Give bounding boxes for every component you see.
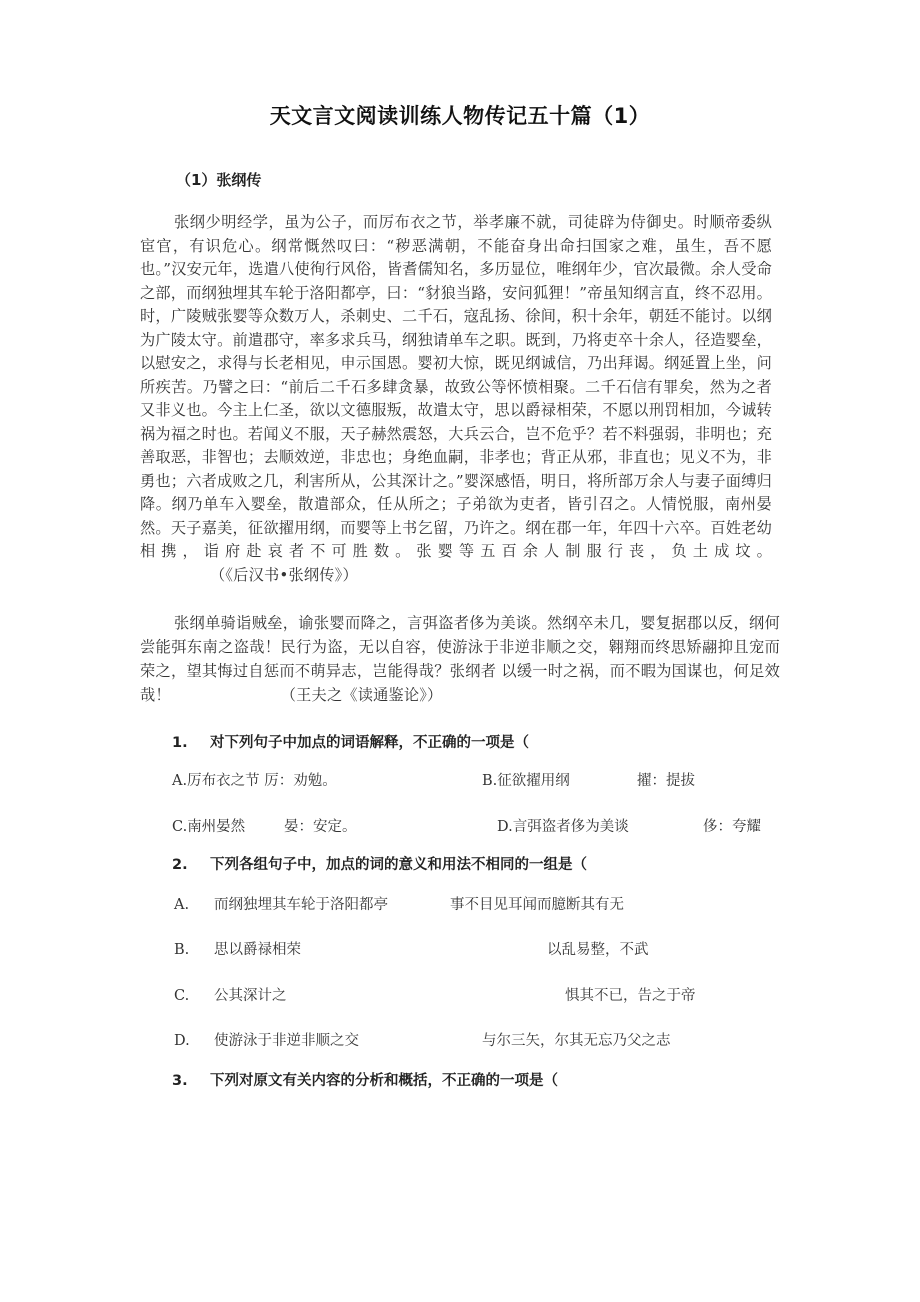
option-1d: D.言弭盗者侈为美谈 — [497, 819, 629, 835]
option-2d-pair: 与尔三矢，尔其无忘乃父之志 — [482, 1033, 671, 1049]
section-heading: （1）张纲传 — [176, 171, 262, 189]
question-2 — [172, 853, 587, 874]
option-1c-gloss: 晏：安定。 — [284, 819, 357, 835]
option-2d: D. 使游泳于非逆非顺之交 — [174, 1033, 359, 1049]
option-1b: B.征欲擢用纲 — [482, 773, 570, 789]
question-stem: 下列对原文有关内容的分析和概括，不正确的一项是（ — [210, 1073, 558, 1089]
option-1a: A.厉布衣之节 厉：劝勉。 — [172, 773, 337, 789]
option-2b-pair: 以乱易整，不武 — [547, 942, 649, 958]
document-title: 天文言文阅读训练人物传记五十篇（1） — [269, 104, 651, 128]
option-2c: C. 公其深计之 — [174, 988, 287, 1004]
option-1d-gloss: 侈：夸耀 — [703, 819, 761, 835]
question-number: 1. — [172, 735, 188, 751]
question-stem: 对下列句子中加点的词语解释，不正确的一项是（ — [210, 735, 529, 751]
question-1 — [172, 731, 529, 752]
commentary-source: （王夫之《读通鉴论》） — [280, 686, 443, 704]
passage-paragraph-2 — [140, 611, 780, 707]
question-number: 2. — [172, 857, 188, 873]
passage-text: 张纲少明经学，虽为公子，而厉布衣之节，举孝廉不就，司徒辟为侍御史。时顺帝委纵宦官，有识危心。纲常慨然叹曰：“秽恶满朝，不能奋身出命扫国家之难，虽生，吾不愿也。”汉安元年，选遣八使徇行风俗，皆耆儒知名，多历显位，唯纲年少，官次最微。余人受命之部，而纲独埋其车轮于洛阳都亭，曰：“豺狼当路，安问狐狸！”帝虽知纲言直，终不忍用。时，广陵贼张婴等众数万人，杀刺史、二千石，寇乱扬、徐间，积十余年，朝廷不能讨。以纲为广陵太守。前遣郡守，率多求兵马，纲独请单车之职。既到，乃将吏卒十余人，径造婴垒，以慰安之，求得与长老相见，申示国恩。婴初大惊，既见纲诚信，乃出拜谒。纲延置上坐，问所疾苦。乃譬之曰：“前后二千石多肆贪暴，故致公等怀愤相聚。二千石信有罪矣，然为之者又非义也。今主上仁圣，欲以文德服叛，故遣太守，思以爵禄相荣，不愿以刑罚相加，今诚转祸为福之时也。若闻义不服，天子赫然震怒，大兵云合，岂不危乎？若不料强弱，非明也；充善取恶，非智也；去顺效逆，非忠也；身绝血嗣，非孝也；背正从邪，非直也；见义不为，非勇也；六者成败之几，利害所从，公其深计之。”婴深感悟，明日，将所部万余人与妻子面缚归降。纲乃单车入婴垒，散遣部众，任从所之；子弟欲为吏者，皆引召之。人情悦服，南州晏然。天子嘉美，征欲擢用纲，而婴等上书乞留，乃许之。纲在郡一年，年四十六卒。百姓老幼相携，诣府赴哀者不可胜数。张婴等五百余人制服行丧，负土成坟。 — [140, 213, 772, 560]
option-1c: C.南州晏然 — [172, 819, 246, 835]
question-number: 3. — [172, 1073, 188, 1089]
option-2c-pair: 惧其不已，告之于帝 — [565, 988, 696, 1004]
option-2a: A. 而纲独埋其车轮于洛阳都亭 — [174, 897, 388, 913]
question-stem: 下列各组句子中，加点的词的意义和用法不相同的一组是（ — [210, 857, 587, 873]
option-2a-pair: 事不目见耳闻而臆断其有无 — [450, 897, 624, 913]
option-2b: B. 思以爵禄相荣 — [174, 942, 301, 958]
passage-source: （《后汉书•张纲传》） — [210, 565, 358, 584]
commentary-text: 张纲单骑诣贼垒，谕张婴而降之，言弭盗者侈为美谈。然纲卒未几，婴复据郡以反，纲何尝能弭东南之盗哉！民行为盗，无以自容，使游泳于非逆非顺之交，翱翔而终思矫翮抑且宠而荣之，望其悔过自惩而不萌异志，岂能得哉？张纲者 以缓一时之祸，而不暇为国谋也，何足效哉！ — [140, 614, 780, 704]
option-1b-gloss: 擢：提拔 — [637, 773, 695, 789]
question-3 — [172, 1069, 558, 1090]
passage-paragraph-1 — [140, 211, 772, 587]
